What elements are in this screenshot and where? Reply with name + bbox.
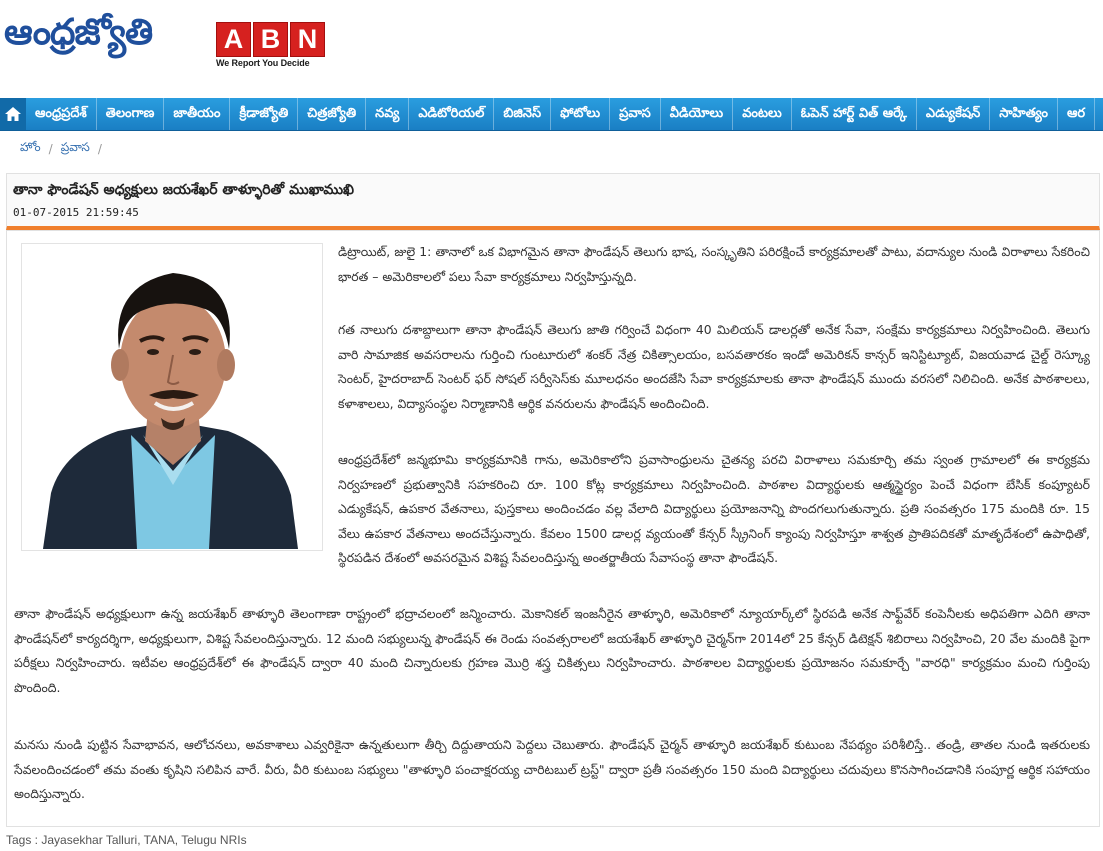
home-icon[interactable] bbox=[0, 98, 26, 130]
home-icon-glyph bbox=[4, 106, 22, 122]
article-paragraph-2: గత నాలుగు దశాబ్దాలుగా తానా ఫౌండేషన్ తెలుగు జాతి గర్వించే విధంగా 40 మిలియన్ డాలర్లతో అనేక సేవా, సంక్షేమ కార్యక్రమాలు నిర్వహించింది. తెలుగు వారి సామాజిక అవసరాలను గుర్తించి గుంటూరులో శంకర్ నేత్ర చికిత్సాలయం, బసవతారకం ఇండో అమెరికన్ కాన్సర్ ఇనిస్టిట్యూట్, విజయవాడ చైల్డ్ రెస్క్యూ సెంటర్, హైదరాబాద్ సెంటర్ ఫర్ సోషల్ సర్వీసెస్‌కు మూలధనం అందజేసి సేవా కార్యక్రమాలకు తానా ఫౌండేషన్ ముందు వరసలో నిలిచింది. అనేక పాఠశాలలు, కళాశాలలు, విద్యాసంస్థల నిర్మాణానికి ఆర్థిక వనరులను ఫౌండేషన్ అందించింది. bbox=[338, 322, 1090, 411]
nav-item[interactable]: జాతీయం bbox=[164, 98, 230, 130]
article-paragraph-3: ఆంధ్రప్రదేశ్‌లో జన్మభూమి కార్యక్రమానికి గాను, అమెరికాలోని ప్రవాసాంధ్రులను చైతన్య పరచి విరాళాలు సమకూర్చి తమ స్వంత గ్రామాలలో ఈ కార్యక్రమ నిర్వహణలో ప్రభుత్వానికి సహకరించి రూ. 100 కోట్ల కార్యక్రమాలు నిర్వహించింది. పాఠశాల విద్యార్థులకు ఆత్మస్థైర్యం పెంచే విధంగా బేసిక్ కంప్యూటర్ ఎడ్యుకేషన్, ఉపకార వేతనాలు, పుస్తకాలు అందించడం వల్ల వేలాది విద్యార్థులు ప్రయోజనాన్ని పొందగలుగుతున్నారు. ప్రతి సంవత్సరం 175 మందికి రూ. 15 వేలు ఉపకార వేతనాలు అందచేస్తున్నారు. కేవలం 1500 డాలర్ల వ్యయంతో కేన్సర్ స్క్రీనింగ్ క్యాంపు నిర్వహిస్తూ శాశ్వత ప్రాతిపదికతో మాతృదేశంలో ఉపాధితో, స్థిరపడిన దేశంలో అవసరమైన విశిష్ట సేవలందిస్తున్న అంతర్జాతీయ సేవాసంస్థ తానా ఫౌండేషన్. bbox=[338, 452, 1090, 565]
breadcrumb bbox=[20, 140, 102, 157]
nav-item[interactable]: ఫోటోలు bbox=[551, 98, 610, 130]
abn-logo[interactable] bbox=[216, 22, 325, 68]
abn-letters bbox=[216, 22, 325, 57]
nav-item[interactable]: తెలంగాణ bbox=[97, 98, 165, 130]
andhrajyothy-logo[interactable]: ఆంధ్రజ్యోతి bbox=[4, 12, 153, 53]
abn-letter-b: B bbox=[253, 22, 288, 57]
abn-letter-a: A bbox=[216, 22, 251, 57]
article-title: తానా ఫౌండేషన్ అధ్యక్షులు జయశేఖర్ తాళ్ళూరితో ముఖాముఖి bbox=[13, 182, 355, 198]
main-nav bbox=[0, 98, 1103, 131]
breadcrumb-home[interactable]: హోం bbox=[20, 140, 41, 154]
article-header bbox=[6, 173, 1100, 230]
nav-item[interactable]: చిత్రజ్యోతి bbox=[298, 98, 366, 130]
nav-item[interactable]: ఓపెన్ హార్ట్ విత్ ఆర్కే bbox=[792, 98, 917, 130]
article-paragraph-5: మనసు నుండి పుట్టిన సేవాభావన, ఆలోచనలు, అవకాశాలు ఎవ్వరికైనా ఉన్నతులుగా తీర్చి దిద్దుతాయని పెద్దలు చెబుతారు. ఫౌండేషన్ చైర్మన్ తాళ్ళూరి జయశేఖర్ కుటుంబ నేపథ్యం పరిశీలిస్తే.. తండ్రి, తాతల నుండి ఇతరులకు సేవలందించడంలో తమ వంతు కృషిని సలిపిన వారే. వీరు, వీరి కుటుంబ సభ్యులు "తాళ్ళూరి పంచాక్షరయ్య చారిటబుల్ ట్రస్ట్" ద్వారా ప్రతీ సంవత్సరం 150 మంది విద్యార్థులు చదువులు కొనసాగించడానికి సంపూర్ణ ఆర్థిక సహాయం అందిస్తున్నారు. bbox=[14, 737, 1090, 801]
tag-separator: , bbox=[174, 833, 182, 847]
nav-item[interactable]: ఎడ్యుకేషన్ bbox=[917, 98, 990, 130]
nav-item[interactable]: నవ్య bbox=[366, 98, 409, 130]
article-tags bbox=[6, 833, 247, 847]
tag-link[interactable]: Telugu NRIs bbox=[181, 833, 247, 847]
nav-item[interactable]: ఎడిటోరియల్ bbox=[409, 98, 494, 130]
article-paragraph-4: తానా ఫౌండేషన్ అధ్యక్షులుగా ఉన్న జయశేఖర్ తాళ్ళూరి తెలంగాణా రాష్ట్రంలో భద్రాచలంలో జన్మించారు. మెకానికల్ ఇంజనీరైన తాళ్ళూరి, అమెరికాలో న్యూయార్క్‌లో స్థిరపడి అనేక సాఫ్ట్‌వేర్ కంపెనీలకు అధిపతిగా ఎదిగి తానా ఫౌండేషన్‌లో కార్యదర్శిగా, అధ్యక్షులుగా, విశిష్ట సేవలందిస్తున్నారు. 12 మంది సభ్యులున్న ఫౌండేషన్ ఈ రెండు సంవత్సరాలలో జయశేఖర్ తాళ్ళూరి చైర్మన్‌గా 2014లో 25 కేన్సర్ డిటెక్షన్ శిబిరాలు నిర్వహించి, 20 వేల మందికి పైగా పరీక్షలు నిర్వహించారు. ఇటీవల ఆంధ్రప్రదేశ్‌లో ఈ ఫౌండేషన్ ద్వారా 40 మంది చిన్నారులకు గ్రహణ మొర్రి శస్త్ర చికిత్సలు నిర్వహించారు. పాఠశాలల విద్యార్థులకు ప్రయోజనం సమకూర్చే "వారధి" కార్యక్రమం మంచి గుర్తింపు పొందింది. bbox=[14, 606, 1090, 695]
nav-item[interactable]: ప్రవాస bbox=[610, 98, 661, 130]
nav-item[interactable]: సాహిత్యం bbox=[990, 98, 1058, 130]
abn-letter-n: N bbox=[290, 22, 325, 57]
tag-separator: , bbox=[137, 833, 144, 847]
breadcrumb-separator: / bbox=[97, 141, 102, 156]
nav-item[interactable]: వంటలు bbox=[733, 98, 792, 130]
tags-label: Tags : bbox=[6, 833, 39, 847]
nav-item[interactable]: ఆంధ్రప్రదేశ్ bbox=[26, 98, 97, 130]
tag-link[interactable]: Jayasekhar Talluri bbox=[41, 833, 138, 847]
nav-item[interactable]: ఆర bbox=[1058, 98, 1095, 130]
tag-link[interactable]: TANA bbox=[143, 833, 175, 847]
nav-item[interactable]: క్రీడాజ్యోతి bbox=[230, 98, 298, 130]
breadcrumb-separator: / bbox=[48, 141, 53, 156]
article-paragraph-1: డిట్రాయిట్, జులై 1: తానాలో ఒక విభాగమైన తానా ఫౌండేషన్ తెలుగు భాష, సంస్కృతిని పరిరక్షించే కార్యక్రమాలతో పాటు, వదాన్యుల నుండి విరాళాలు సేకరించి భారత – అమెరికాలలో పలు సేవా కార్యక్రమాలు నిర్వహిస్తున్నది. bbox=[338, 244, 1090, 284]
article-timestamp: 01-07-2015 21:59:45 bbox=[13, 206, 139, 219]
breadcrumb-section[interactable]: ప్రవాస bbox=[60, 140, 90, 154]
abn-tagline: We Report You Decide bbox=[216, 58, 310, 68]
masthead bbox=[0, 0, 1103, 98]
nav-item[interactable]: వీడియోలు bbox=[661, 98, 733, 130]
person-photo bbox=[23, 245, 321, 549]
article-body bbox=[6, 230, 1100, 827]
nav-item[interactable]: బిజినెస్ bbox=[494, 98, 551, 130]
article-photo bbox=[21, 243, 323, 551]
